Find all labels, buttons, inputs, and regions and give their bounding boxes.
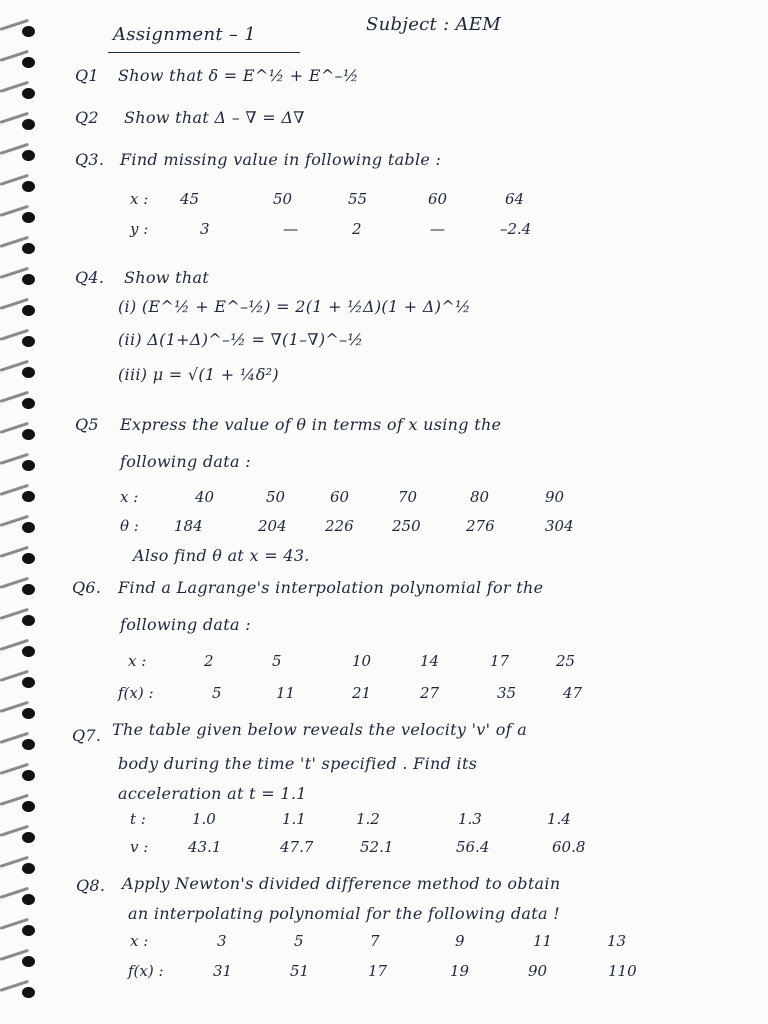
q8-f-value: 19 bbox=[450, 962, 470, 980]
q3-number: Q3. bbox=[75, 150, 105, 169]
q8-x-value: 11 bbox=[533, 932, 553, 950]
q7-t-value: 1.4 bbox=[547, 810, 571, 828]
binding-hole bbox=[22, 584, 35, 595]
binding-hole bbox=[22, 367, 35, 378]
binding-hole bbox=[22, 646, 35, 657]
q5-text-2: following data : bbox=[120, 452, 251, 471]
q5-x-label: x : bbox=[120, 488, 139, 506]
binding-hole bbox=[22, 522, 35, 533]
q5-theta-value: 250 bbox=[392, 517, 421, 535]
q8-f-value: 31 bbox=[213, 962, 233, 980]
q6-x-value: 17 bbox=[490, 652, 510, 670]
q5-x-value: 40 bbox=[195, 488, 215, 506]
q6-x-value: 14 bbox=[420, 652, 440, 670]
q2-text: Show that Δ – ∇ = Δ∇ bbox=[124, 108, 305, 127]
q5-x-value: 90 bbox=[545, 488, 565, 506]
q6-f-value: 21 bbox=[352, 684, 372, 702]
q5-theta-label: θ : bbox=[120, 517, 139, 535]
q8-number: Q8. bbox=[76, 876, 106, 895]
binding-hole bbox=[22, 150, 35, 161]
binding-hole bbox=[22, 57, 35, 68]
q7-text-2: body during the time 't' specified . Find its bbox=[118, 754, 478, 773]
q3-x-value: 45 bbox=[180, 190, 200, 208]
q3-x-value: 60 bbox=[428, 190, 448, 208]
binding-hole bbox=[22, 987, 35, 998]
binding-hole bbox=[22, 615, 35, 626]
q8-f-label: f(x) : bbox=[128, 962, 164, 980]
q6-x-label: x : bbox=[128, 652, 147, 670]
q3-y-label: y : bbox=[130, 220, 149, 238]
q3-x-value: 64 bbox=[505, 190, 525, 208]
q5-theta-value: 276 bbox=[466, 517, 495, 535]
q8-text: Apply Newton's divided difference method to obtain bbox=[122, 874, 561, 893]
q7-v-value: 43.1 bbox=[188, 838, 222, 856]
q6-x-value: 25 bbox=[556, 652, 576, 670]
q7-v-value: 56.4 bbox=[456, 838, 490, 856]
binding-hole bbox=[22, 491, 35, 502]
q1-number: Q1 bbox=[75, 66, 99, 85]
spiral-binding bbox=[0, 0, 52, 1024]
binding-hole bbox=[22, 429, 35, 440]
binding-hole bbox=[22, 88, 35, 99]
binding-hole bbox=[22, 398, 35, 409]
q5-number: Q5 bbox=[75, 415, 99, 434]
q8-x-value: 5 bbox=[294, 932, 304, 950]
q6-x-value: 10 bbox=[352, 652, 372, 670]
binding-hole bbox=[22, 119, 35, 130]
binding-hole bbox=[22, 956, 35, 967]
q3-x-label: x : bbox=[130, 190, 149, 208]
q6-f-value: 5 bbox=[212, 684, 222, 702]
q6-f-value: 11 bbox=[276, 684, 296, 702]
binding-hole bbox=[22, 739, 35, 750]
q7-t-value: 1.1 bbox=[282, 810, 306, 828]
q5-theta-value: 226 bbox=[325, 517, 354, 535]
q8-x-value: 9 bbox=[455, 932, 465, 950]
q6-f-value: 47 bbox=[563, 684, 583, 702]
q3-y-value: 3 bbox=[200, 220, 210, 238]
q7-text-3: acceleration at t = 1.1 bbox=[118, 784, 307, 803]
q7-t-value: 1.3 bbox=[458, 810, 482, 828]
title-underline bbox=[108, 52, 300, 53]
q5-theta-value: 304 bbox=[545, 517, 574, 535]
q8-f-value: 51 bbox=[290, 962, 310, 980]
q3-x-value: 55 bbox=[348, 190, 368, 208]
q6-text: Find a Lagrange's interpolation polynomial for the bbox=[118, 578, 544, 597]
binding-hole bbox=[22, 801, 35, 812]
q8-x-label: x : bbox=[130, 932, 149, 950]
q8-text-2: an interpolating polynomial for the following data ! bbox=[128, 904, 560, 923]
binding-hole bbox=[22, 212, 35, 223]
binding-hole bbox=[22, 925, 35, 936]
q7-v-label: v : bbox=[130, 838, 149, 856]
q7-v-value: 60.8 bbox=[552, 838, 586, 856]
q8-f-value: 110 bbox=[608, 962, 637, 980]
binding-hole bbox=[22, 770, 35, 781]
q5-text: Express the value of θ in terms of x using the bbox=[120, 415, 502, 434]
q6-f-value: 27 bbox=[420, 684, 440, 702]
q7-number: Q7. bbox=[72, 726, 102, 745]
q4-text: Show that bbox=[124, 268, 210, 287]
q7-v-value: 47.7 bbox=[280, 838, 314, 856]
q8-x-value: 7 bbox=[370, 932, 380, 950]
q2-number: Q2 bbox=[75, 108, 99, 127]
q6-f-value: 35 bbox=[497, 684, 517, 702]
q7-v-value: 52.1 bbox=[360, 838, 394, 856]
binding-hole bbox=[22, 708, 35, 719]
binding-hole bbox=[22, 243, 35, 254]
binding-hole bbox=[22, 832, 35, 843]
q8-x-value: 3 bbox=[217, 932, 227, 950]
q7-t-value: 1.2 bbox=[356, 810, 380, 828]
binding-hole bbox=[22, 26, 35, 37]
binding-hole bbox=[22, 336, 35, 347]
binding-hole bbox=[22, 894, 35, 905]
q5-theta-value: 184 bbox=[174, 517, 203, 535]
q3-y-value: — bbox=[430, 220, 445, 238]
q7-t-value: 1.0 bbox=[192, 810, 216, 828]
q1-text: Show that δ = E^½ + E^–½ bbox=[118, 66, 359, 85]
q4-number: Q4. bbox=[75, 268, 105, 287]
q3-x-value: 50 bbox=[273, 190, 293, 208]
q6-f-label: f(x) : bbox=[118, 684, 154, 702]
q3-text: Find missing value in following table : bbox=[120, 150, 442, 169]
q8-f-value: 90 bbox=[528, 962, 548, 980]
binding-hole bbox=[22, 553, 35, 564]
q6-x-value: 5 bbox=[272, 652, 282, 670]
q5-also: Also find θ at x = 43. bbox=[133, 546, 310, 565]
q4-part-ii: (ii) Δ(1+Δ)^–½ = ∇(1–∇)^–½ bbox=[118, 330, 364, 349]
q6-x-value: 2 bbox=[204, 652, 214, 670]
q7-text: The table given below reveals the velocity 'v' of a bbox=[112, 720, 528, 739]
q6-text-2: following data : bbox=[120, 615, 251, 634]
binding-hole bbox=[22, 677, 35, 688]
binding-hole bbox=[22, 863, 35, 874]
q5-x-value: 80 bbox=[470, 488, 490, 506]
q4-part-iii: (iii) μ = √(1 + ¼δ²) bbox=[118, 365, 279, 384]
assignment-title: Assignment – 1 bbox=[113, 24, 256, 45]
binding-hole bbox=[22, 274, 35, 285]
subject-label: Subject : AEM bbox=[366, 14, 501, 35]
q4-part-i: (i) (E^½ + E^–½) = 2(1 + ½Δ)(1 + Δ)^½ bbox=[118, 297, 471, 316]
binding-hole bbox=[22, 460, 35, 471]
binding-hole bbox=[22, 305, 35, 316]
binding-hole bbox=[22, 181, 35, 192]
q8-x-value: 13 bbox=[607, 932, 627, 950]
q5-x-value: 70 bbox=[398, 488, 418, 506]
q6-number: Q6. bbox=[72, 578, 102, 597]
q3-y-value: — bbox=[283, 220, 298, 238]
q5-theta-value: 204 bbox=[258, 517, 287, 535]
q5-x-value: 60 bbox=[330, 488, 350, 506]
q3-y-value: –2.4 bbox=[500, 220, 532, 238]
q8-f-value: 17 bbox=[368, 962, 388, 980]
q5-x-value: 50 bbox=[266, 488, 286, 506]
q7-t-label: t : bbox=[130, 810, 146, 828]
q3-y-value: 2 bbox=[352, 220, 362, 238]
